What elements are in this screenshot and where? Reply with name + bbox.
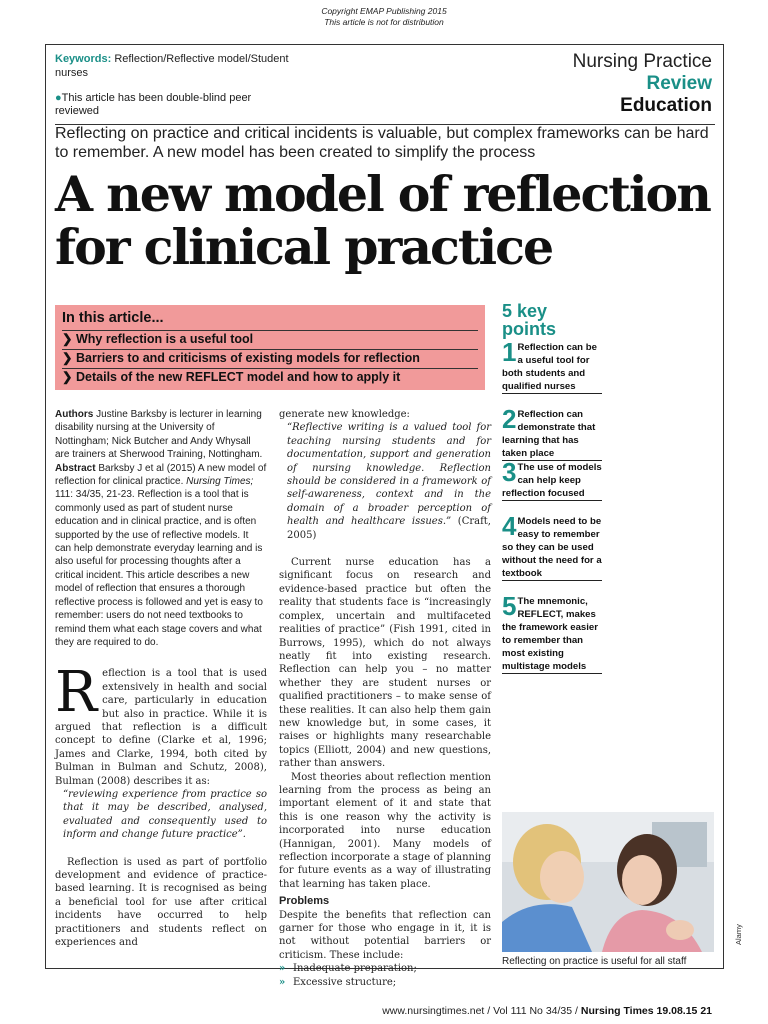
key-point <box>502 404 602 461</box>
footer-issue: / Vol 111 No 34/35 / <box>487 1005 578 1017</box>
drop-cap: R <box>55 660 98 726</box>
key-point <box>502 337 602 394</box>
key-point-text: Reflection can demonstrate that learning that has taken place <box>502 409 596 459</box>
abstract-label: Abstract <box>55 462 96 474</box>
quote-text: “Reflective writing is a valued tool for teaching nursing students and for documentation, support and generation of nursing knowledge. Reflection should be considered in a framework of self-awareness, context and in the domain of a broader perception of health and healthcare issues.” <box>287 422 491 528</box>
key-point-number: 3 <box>502 457 517 487</box>
in-this-article-box <box>55 305 485 390</box>
key-point-text: The mnemonic, REFLECT, makes the framework easier to remember than most existing multistage models <box>502 596 598 672</box>
section-name: Nursing Practice <box>572 51 712 72</box>
body-paragraph-text: eflection is a tool that is used extensively in health and social care, particularly in education but also in practice. While it is argued that reflection is a difficult concept to define (Clarke et al, 1996; James and Clarke, 1994, both cited by Bulman in Bulman and Schutz, 2008), Bulman (2008) describes it as: <box>55 668 267 787</box>
in-this-article-item <box>62 349 478 367</box>
authors-label: Authors <box>55 409 94 420</box>
authors-text: Justine Barksby is lecturer in learning disability nursing at the University of Nottingham; Nick Butcher and Andy Whysall are trainers at Sherwood Training, Nottingham. <box>55 409 263 461</box>
bullet-item <box>279 976 491 989</box>
bullet-dot-icon: ● <box>55 92 62 104</box>
body-paragraph: Current nurse education has a significant focus on research and evidence-based practice but often the reality that students face is “increasingly complex, uncertain and multifaceted realities of practice” (Fish 1991, cited in Burrows, 1995), which do not always neatly fit into existing research. Reflection can help you – no matter whether they are student nurses or qualified practitioners – to make sense of these realities. It can also help them gain new knowledge but, in some cases, it raises or highlights many researchable topics (Elliott, 2004) and new questions, rather than answers. <box>279 557 491 770</box>
peer-review-text: This article has been double-blind peer reviewed <box>55 92 252 117</box>
section-label <box>573 50 712 117</box>
section-topic: Education <box>620 95 712 116</box>
item-text: Details of the new REFLECT model and how to apply it <box>76 370 401 384</box>
abstract <box>55 462 267 650</box>
body-text-left <box>55 660 267 949</box>
quote-citation: (Craft, 2005) <box>287 516 491 541</box>
key-point-number: 2 <box>502 404 517 434</box>
peer-review-note <box>55 92 295 118</box>
abstract-text: Reflection is a tool that is commonly used as part of student nurse education and in clinical practice, and is often supported by the use of reflective models. It can help demonstrate everyday learning and is also useful for processing thoughts after a critical incident. This article describes a new model of reflection that ensures a thorough reflective process is followed and yet is easy to remember: users do not need textbooks to remind them what each stage covers and what they are required to do. <box>55 489 263 648</box>
key-points-title <box>502 302 556 338</box>
bullet-text: Inadequate preparation; <box>293 963 417 975</box>
item-text: Why reflection is a useful tool <box>76 332 254 346</box>
page-footer <box>382 1005 712 1017</box>
key-points-title-line-1: 5 key <box>502 301 548 321</box>
copyright-notice <box>0 6 768 28</box>
left-column <box>55 408 267 949</box>
key-point-text: The use of models can help keep reflection focused <box>502 462 602 499</box>
abstract-journal: Nursing Times; <box>186 476 254 488</box>
in-this-article-item <box>62 368 478 386</box>
keywords <box>55 52 295 80</box>
authors <box>55 408 267 462</box>
footer-masthead: Nursing Times 19.08.15 <box>580 1005 698 1017</box>
body-paragraph <box>55 660 267 788</box>
section-type: Review <box>646 73 712 94</box>
chevron-right-icon: ❯ <box>62 351 73 365</box>
key-point <box>502 457 602 501</box>
body-paragraph: Despite the benefits that reflection can garner for those who engage in it, it is not without potential barriers or criticism. These include: <box>279 909 491 961</box>
distribution-line: This article is not for distribution <box>324 17 444 27</box>
key-point-number: 5 <box>502 591 517 621</box>
key-point <box>502 591 602 674</box>
headline-line-2: for clinical practice <box>55 218 553 276</box>
photo-caption: Reflecting on practice is useful for all staff <box>502 956 687 967</box>
page-number: 21 <box>700 1005 712 1017</box>
standfirst: Reflecting on practice and critical incidents is valuable, but complex frameworks can be hard to remember. A new model has been created to simplify the process <box>55 125 709 161</box>
in-this-article-item <box>62 330 478 348</box>
subheading-problems: Problems <box>279 895 330 908</box>
middle-column <box>279 408 491 989</box>
headline-line-1: A new model of reflection <box>55 165 710 223</box>
body-paragraph: generate new knowledge: <box>279 409 410 420</box>
copyright-line: Copyright EMAP Publishing 2015 <box>321 6 447 16</box>
body-paragraph: Most theories about reflection mention learning from the process as being an important element of it and state that this is one reason why the activity is incorporated into nurse education (Hannigan, 2001). Many models of reflection incorporate a stage of planning for future events as a way of illustrating that learning has taken place. <box>279 771 491 890</box>
keywords-text: Reflection/Reflective model/Student nurses <box>55 53 289 79</box>
key-point-text: Models need to be easy to remember so they can be used without the need for a textbook <box>502 516 602 579</box>
headline <box>55 165 720 276</box>
keywords-label: Keywords: <box>55 53 112 65</box>
block-quote: “reviewing experience from practice so that it may be described, analysed, evaluated and consequently used to inform and change future practice”. <box>63 788 267 841</box>
double-chevron-icon: » <box>279 976 286 988</box>
in-this-article-title: In this article... <box>62 310 164 326</box>
key-point-number: 4 <box>502 511 517 541</box>
double-chevron-icon: » <box>279 963 286 975</box>
bullet-item <box>279 962 491 975</box>
nurses-photo <box>502 812 714 952</box>
chevron-right-icon: ❯ <box>62 370 73 384</box>
block-quote <box>279 421 491 542</box>
abstract-citation: Barksby J et al (2015) A new model of reflection for clinical practice. <box>55 462 267 488</box>
item-text: Barriers to and criticisms of existing models for reflection <box>76 351 420 365</box>
key-point-number: 1 <box>502 337 517 367</box>
bullet-text: Excessive structure; <box>293 976 397 988</box>
abstract-ref: 111: 34/35, 21-23. <box>55 489 135 501</box>
body-paragraph: Reflection is used as part of portfolio development and evidence of practice-based learning. It is recognised as being a beneficial tool for use after critical incidents have occurred to help practitioners and students reflect on experiences and <box>55 856 267 949</box>
key-point <box>502 511 602 581</box>
key-point-text: Reflection can be a useful tool for both students and qualified nurses <box>502 342 597 392</box>
key-points-title-line-2: points <box>502 319 556 339</box>
chevron-right-icon: ❯ <box>62 332 73 346</box>
photo-credit: Alamy <box>734 924 743 945</box>
footer-url: www.nursingtimes.net <box>382 1005 485 1017</box>
